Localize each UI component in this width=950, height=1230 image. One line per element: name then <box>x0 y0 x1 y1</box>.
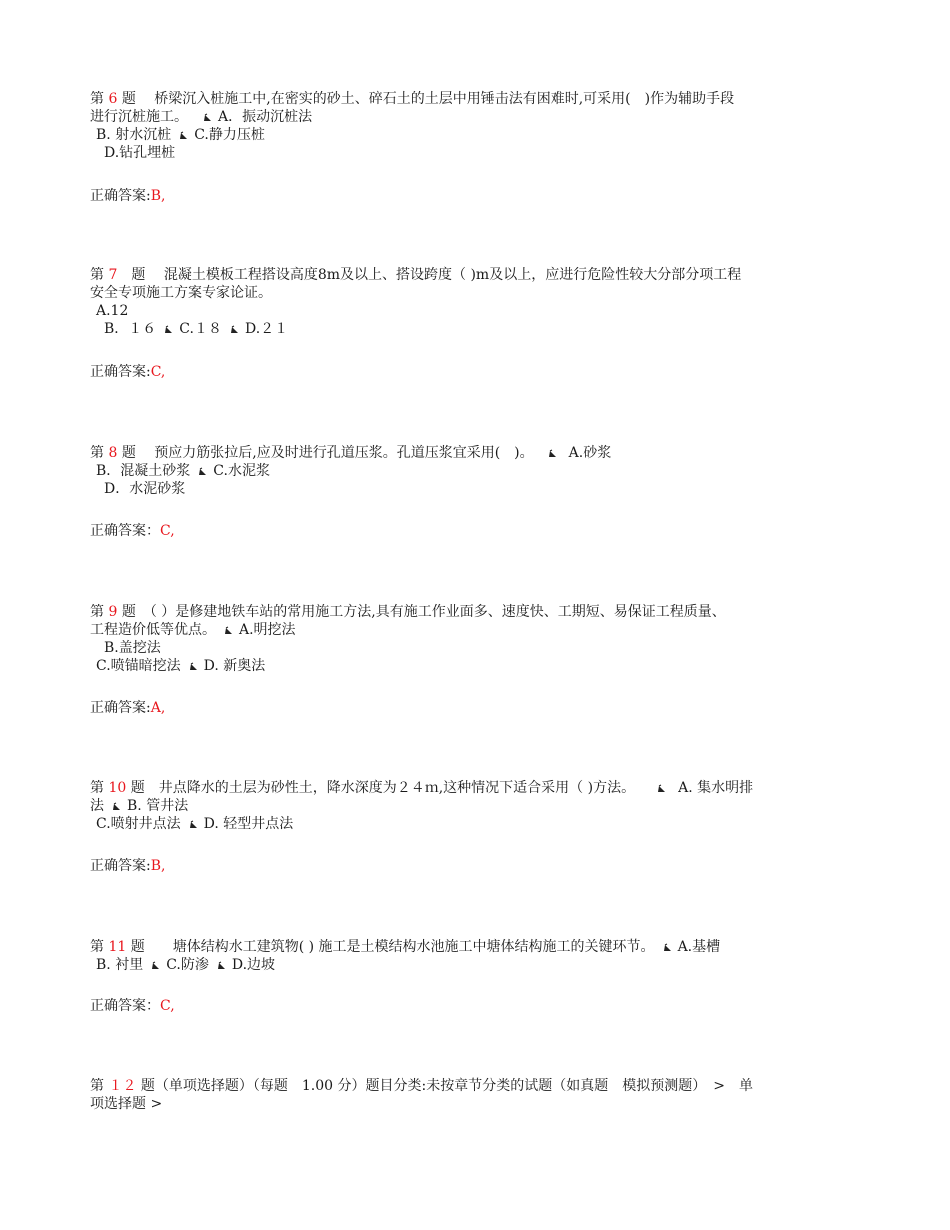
option-a: A.明挖法 <box>239 622 296 638</box>
pen-mark-icon <box>663 943 672 952</box>
option-d: D.边坡 <box>231 957 276 973</box>
question-stem <box>90 779 865 797</box>
answer-value: C, <box>150 364 166 380</box>
question-number: 9 <box>108 604 118 620</box>
option-d: D.２１ <box>244 321 289 337</box>
option-c: C.１８ <box>179 321 222 337</box>
option-c: C.水泥浆 <box>213 463 270 479</box>
option-a: A.基槽 <box>677 939 721 955</box>
question-text: 进行沉桩施工。 <box>90 109 195 125</box>
question-number-prefix: 第 <box>90 267 109 283</box>
question-number: 10 <box>108 780 127 796</box>
pen-mark-icon <box>189 820 198 829</box>
pen-mark-icon <box>203 113 212 122</box>
question-number: 8 <box>108 445 118 461</box>
answer-row-8 <box>90 522 175 540</box>
answer-value: C, <box>160 523 175 539</box>
question-stem <box>90 603 865 621</box>
option-b: B．１６ <box>104 321 157 337</box>
answer-row-6 <box>90 187 165 205</box>
answer-value: C, <box>160 998 175 1014</box>
question-stem-cont <box>90 108 865 126</box>
question-stem <box>90 90 865 108</box>
option-a: A.砂浆 <box>568 445 612 461</box>
question-text: 题 井点降水的土层为砂性土，降水深度为２４ｍ,这种情况下适合采用（ )方法。 <box>126 780 636 796</box>
option-b: B．混凝土砂浆 <box>96 463 191 479</box>
option-c: C.喷锚暗挖法 <box>96 658 181 674</box>
option-c: C.喷射井点法 <box>96 816 181 832</box>
question-10 <box>90 779 865 833</box>
answer-row-11 <box>90 997 175 1015</box>
pen-mark-icon <box>189 662 198 671</box>
question-text: 题 塘体结构水工建筑物( ) 施工是土模结构水池施工中塘体结构施工的关键环节。 <box>126 939 655 955</box>
question-number: 11 <box>108 939 127 955</box>
answer-label: 正确答案: <box>90 188 151 204</box>
pen-mark-icon <box>217 961 226 970</box>
option-c: C.防渗 <box>166 957 209 973</box>
question-number: 6 <box>108 91 118 107</box>
option-b: B.盖挖法 <box>104 640 161 656</box>
question-stem-cont <box>90 621 865 639</box>
pen-mark-icon <box>657 784 666 793</box>
answer-label: 正确答案: <box>90 364 151 380</box>
question-text: 工程造价低等优点。 <box>90 622 216 638</box>
question-7 <box>90 266 865 338</box>
pen-mark-icon <box>179 131 188 140</box>
question-text: 题 预应力筋张拉后,应及时进行孔道压浆。孔道压浆宜采用( )。 <box>117 445 534 461</box>
question-number-prefix: 第 <box>90 445 109 461</box>
question-9 <box>90 603 865 675</box>
question-number-prefix: 第 <box>90 780 109 796</box>
answer-label: 正确答案： <box>90 998 160 1014</box>
answer-label: 正确答案: <box>90 858 151 874</box>
question-number: １２ <box>108 1078 137 1094</box>
answer-value: B, <box>150 858 166 874</box>
answer-label: 正确答案： <box>90 523 160 539</box>
question-number: 7 <box>108 267 118 283</box>
answer-value: A, <box>150 700 166 716</box>
pen-mark-icon <box>230 325 239 334</box>
question-category: 项选择题 > <box>90 1096 163 1112</box>
option-b: B. 管井法 <box>127 798 189 814</box>
option-c: C.静力压桩 <box>194 127 265 143</box>
question-8 <box>90 444 865 498</box>
question-number-prefix: 第 <box>90 1078 109 1094</box>
option-a-cont: 法 <box>90 798 104 814</box>
pen-mark-icon <box>164 325 173 334</box>
options-row <box>90 797 865 815</box>
answer-row-10 <box>90 857 165 875</box>
pen-mark-icon <box>198 467 207 476</box>
question-stem <box>90 444 865 462</box>
options-row <box>90 815 865 833</box>
option-b: B. 衬里 <box>96 957 144 973</box>
answer-label: 正确答案: <box>90 700 151 716</box>
question-stem-cont: 安全专项施工方案专家论证。 <box>90 285 272 301</box>
answer-row-7 <box>90 363 165 381</box>
pen-mark-icon <box>112 802 121 811</box>
options-row <box>90 320 865 338</box>
question-stem <box>90 1077 865 1095</box>
pen-mark-icon <box>224 626 233 635</box>
option-b: B. 射水沉桩 <box>96 127 172 143</box>
pen-mark-icon <box>548 449 557 458</box>
question-number-prefix: 第 <box>90 91 109 107</box>
pen-mark-icon <box>151 961 160 970</box>
question-12-header <box>90 1077 865 1113</box>
option-d: D. 新奥法 <box>203 658 266 674</box>
question-text: 题 （ ）是修建地铁车站的常用施工方法,具有施工作业面多、速度快、工期短、易保证工程质量、 <box>117 604 726 620</box>
option-a: A．振动沉桩法 <box>218 109 313 125</box>
answer-row-9 <box>90 699 165 717</box>
options-row <box>90 126 865 144</box>
option-d: D. 轻型井点法 <box>203 816 294 832</box>
options-row <box>90 462 865 480</box>
answer-value: B, <box>150 188 166 204</box>
question-number-prefix: 第 <box>90 604 109 620</box>
option-d: D.钻孔埋桩 <box>104 145 176 161</box>
question-text: 题 桥梁沉入桩施工中,在密实的砂土、碎石土的土层中用锤击法有困难时,可采用( )作为辅助手段 <box>117 91 735 107</box>
option-a: A. 集水明排 <box>678 780 754 796</box>
option-a: A.12 <box>96 303 129 319</box>
question-stem <box>90 266 865 284</box>
question-text: 题 混凝土模板工程搭设高度8m及以上、搭设跨度（ )m及以上，应进行危险性较大分部分项工程 <box>117 267 742 283</box>
option-d: D．水泥砂浆 <box>104 481 186 497</box>
options-row <box>90 657 865 675</box>
question-6 <box>90 90 865 162</box>
options-row <box>90 956 865 974</box>
question-text: 题（单项选择题）（每题 1.00 分）题目分类:未按章节分类的试题（如真题 模拟预测题） > 单 <box>136 1078 753 1094</box>
question-11 <box>90 938 865 974</box>
question-stem <box>90 938 865 956</box>
question-number-prefix: 第 <box>90 939 109 955</box>
